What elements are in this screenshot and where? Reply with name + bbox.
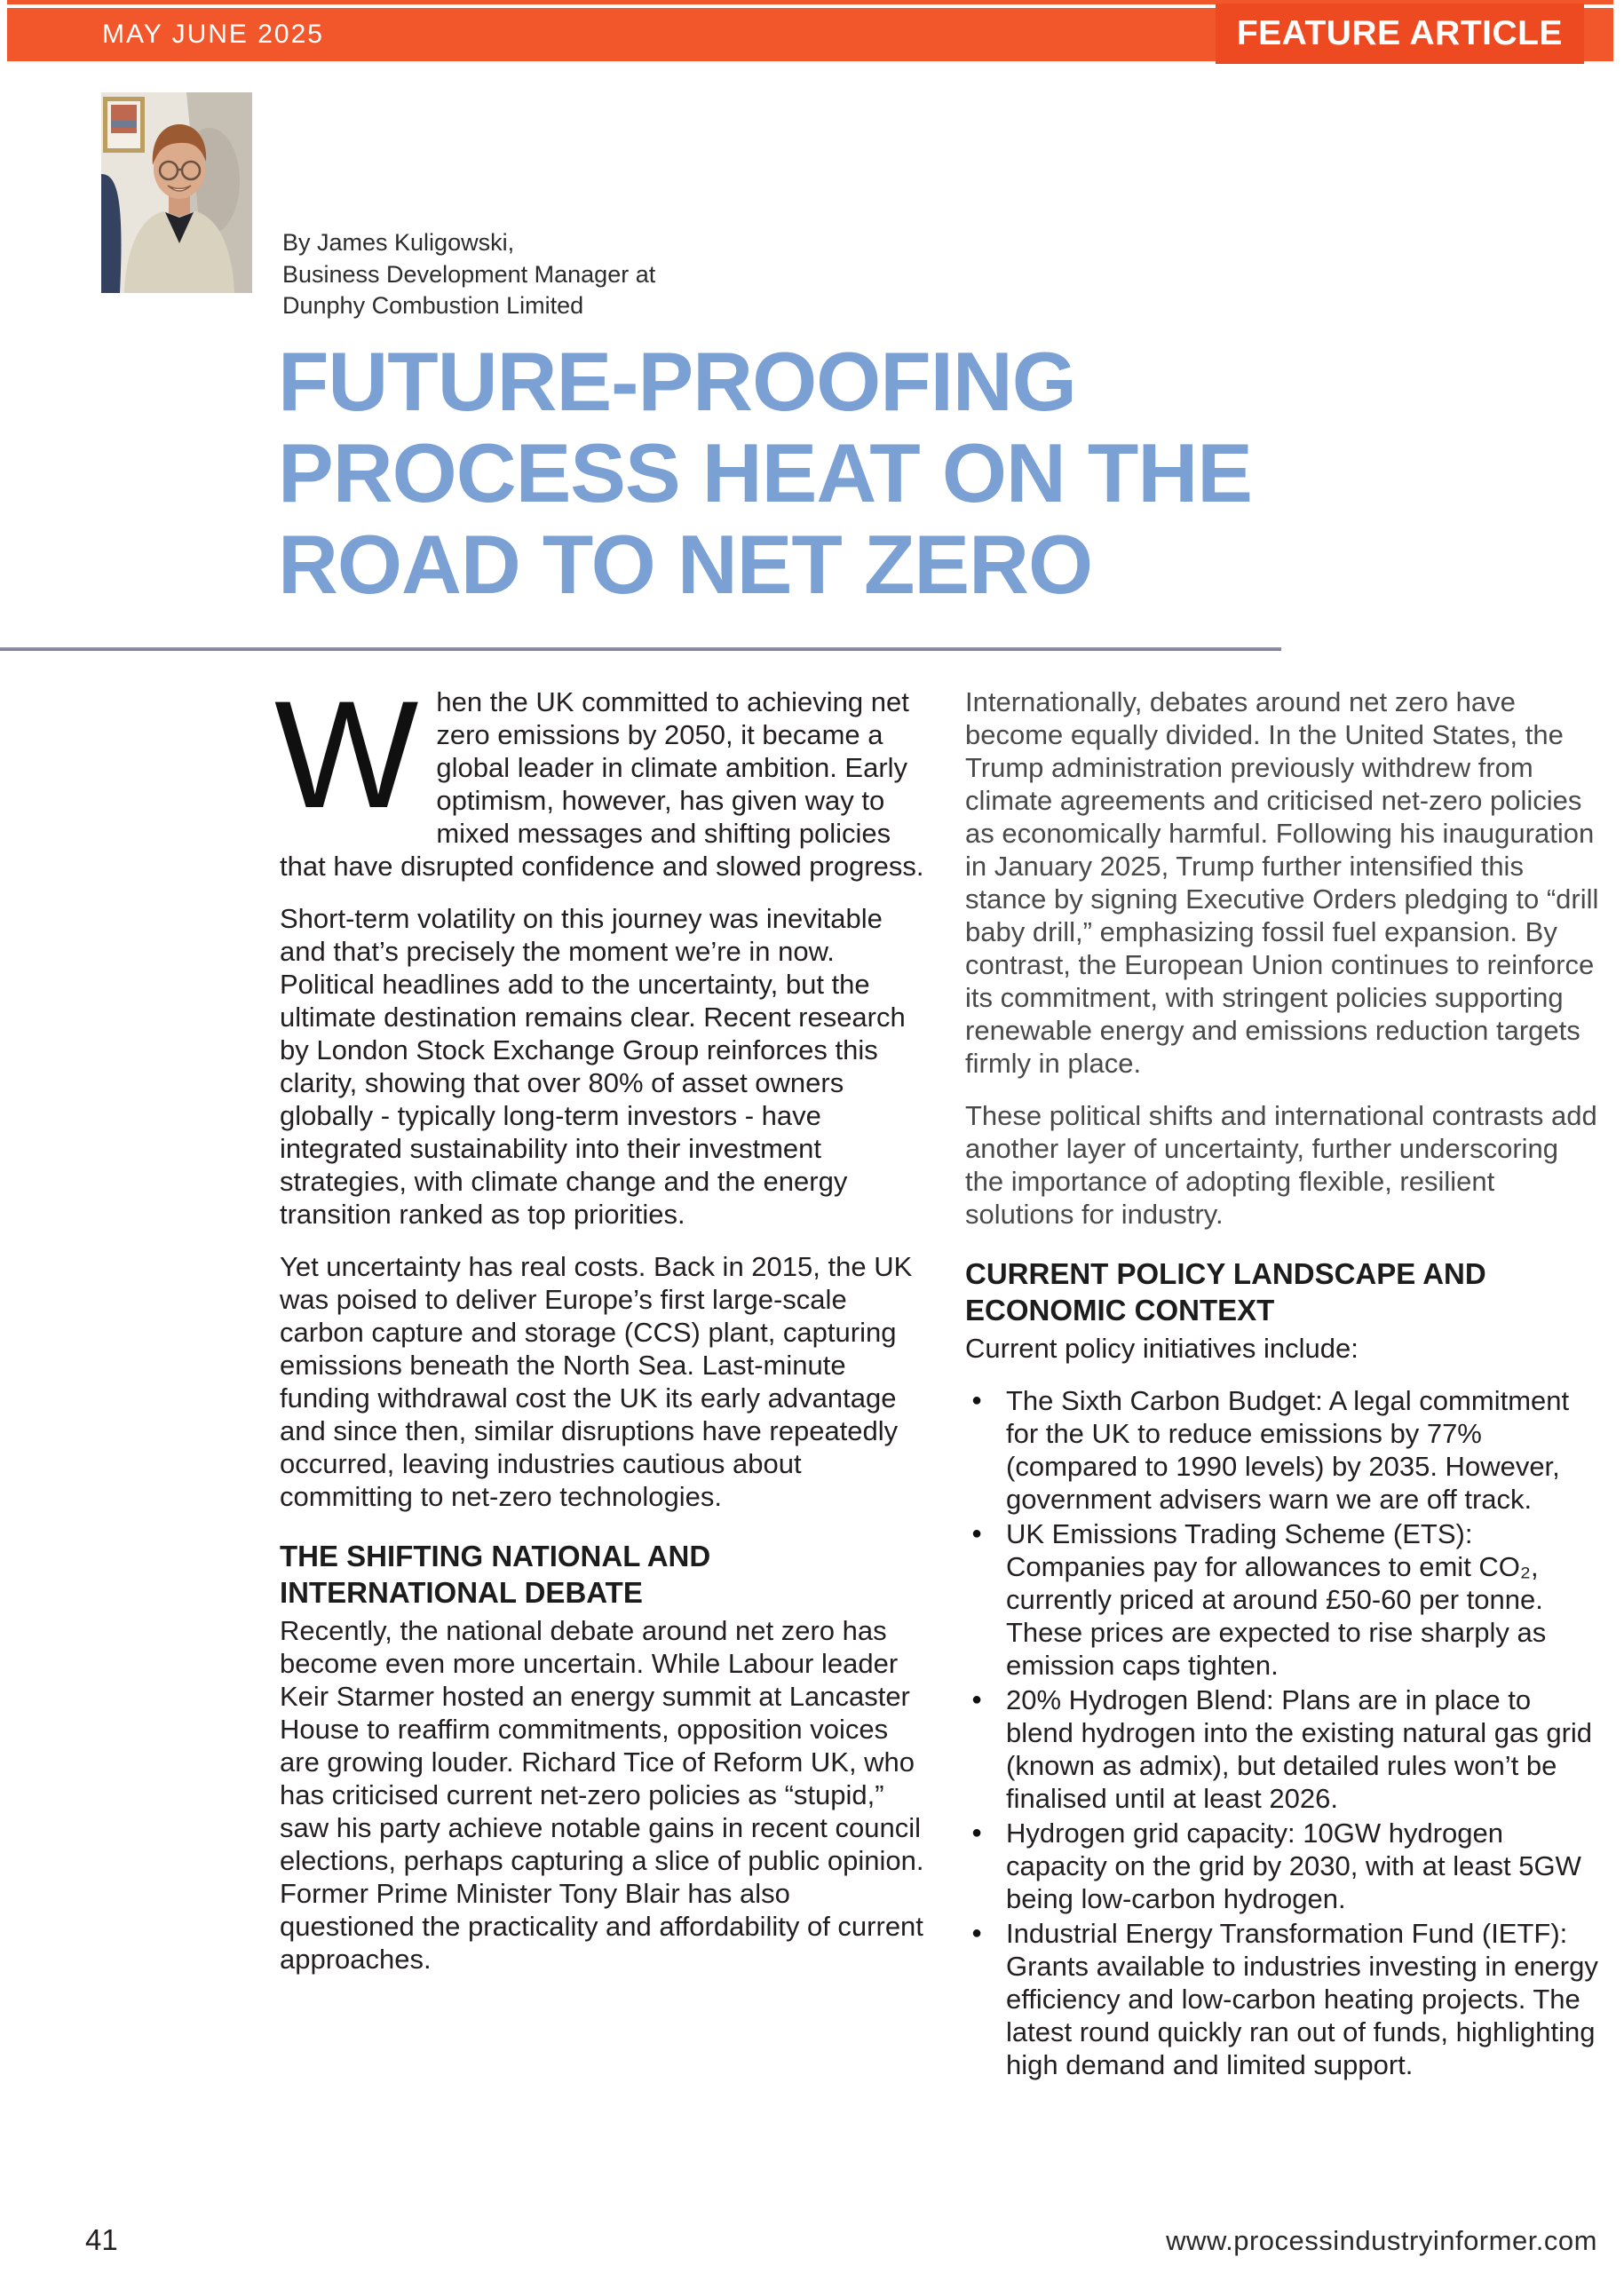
paragraph: These political shifts and international contrasts add another layer of uncertainty, further underscoring the importance of adopting flexible, resilient solutions for industry. <box>965 1100 1597 1230</box>
intro-paragraph <box>274 669 925 883</box>
drop-cap: W <box>274 669 419 840</box>
issue-date: MAY JUNE 2025 <box>102 20 324 49</box>
intro-text: hen the UK committed to achieving net zero emissions by 2050, it became a global leader in climate ambition. Early optimism, however, has given way to mixed messages and shifting policies that have disrupted confidence and slowed progress. <box>280 686 924 882</box>
paragraph: Yet uncertainty has real costs. Back in 2015, the UK was poised to deliver Europe’s first large-scale carbon capture and storage (CCS) plant, capturing emissions beneath the North Sea. Last-minute funding withdrawal cost the UK its early advantage and since then, similar disruptions have repeatedly occurred, leaving industries cautious about committing to net-zero technologies. <box>280 1251 913 1512</box>
feature-article-badge <box>1216 4 1584 64</box>
title-divider-rule <box>0 647 1281 651</box>
author-portrait-illustration <box>101 92 252 293</box>
section-heading-national-debate: THE SHIFTING NATIONAL AND INTERNATIONAL DEBATE <box>280 1540 711 1609</box>
left-column <box>274 669 925 1995</box>
list-item: ● Industrial Energy Transformation Fund (IETF): Grants available to industries investing in energy efficiency and low-carbon heating projects. The latest round quickly ran out of funds, highlighting high demand and limited support. <box>965 1917 1601 2081</box>
byline-author: By James Kuligowski, <box>282 229 515 256</box>
section-heading-policy-landscape: CURRENT POLICY LANDSCAPE AND ECONOMIC CONTEXT <box>965 1257 1486 1327</box>
list-item: ● Hydrogen grid capacity: 10GW hydrogen capacity on the grid by 2030, with at least 5GW being low-carbon hydrogen. <box>965 1817 1601 1915</box>
paragraph: Internationally, debates around net zero have become equally divided. In the United States, the Trump administration previously withdrew from climate agreements and criticised net-zero policies as economically harmful. Following his inauguration in January 2025, Trump further intensified this stance by signing Executive Orders pledging to “drill baby drill,” emphasizing fossil fuel expansion. By contrast, the European Union continues to reinforce its commitment, with stringent policies supporting renewable energy and emissions reduction targets firmly in place. <box>965 686 1599 1079</box>
paragraph: Recently, the national debate around net zero has become even more uncertain. While Labour leader Keir Starmer hosted an energy summit at Lancaster House to reaffirm commitments, opposition voices are growing louder. Richard Tice of Reform UK, who has criticised current net-zero policies as “stupid,” saw his party achieve notable gains in recent council elections, perhaps capturing a slice of public opinion. Former Prime Minister Tony Blair has also questioned the practicality and affordability of current approaches. <box>280 1615 924 1975</box>
title-line-1: FUTURE-PROOFING <box>278 335 1076 428</box>
article-title <box>278 336 1252 610</box>
policy-initiatives-list <box>965 1384 1601 2081</box>
author-photo <box>101 92 252 293</box>
title-line-2: PROCESS HEAT ON THE <box>278 426 1252 519</box>
list-item: ● The Sixth Carbon Budget: A legal commitment for the UK to reduce emissions by 77% (compared to 1990 levels) by 2035. However, government advisers warn we are off track. <box>965 1384 1601 1516</box>
byline-company: Dunphy Combustion Limited <box>282 292 584 320</box>
paragraph: Short-term volatility on this journey was inevitable and that’s precisely the moment we’re in now. Political headlines add to the uncertainty, but the ultimate destination remains clear. Recent research by London Stock Exchange Group reinforces this clarity, showing that over 80% of asset owners globally - typically long-term investors - have integrated sustainability into their investment strategies, with climate change and the energy transition ranked as top priorities. <box>280 903 906 1230</box>
title-line-3: ROAD TO NET ZERO <box>278 518 1093 611</box>
list-item: ● 20% Hydrogen Blend: Plans are in place to blend hydrogen into the existing natural gas grid (known as admix), but detailed rules won’t be finalised until at least 2026. <box>965 1683 1601 1815</box>
feature-article-label: FEATURE ARTICLE <box>1236 14 1563 52</box>
list-item: ● UK Emissions Trading Scheme (ETS): Companies pay for allowances to emit CO₂, currently priced at around £50-60 per tonne. These prices are expected to rise sharply as emission caps tighten. <box>965 1517 1601 1682</box>
right-column <box>965 685 1601 2083</box>
website-url: www.processindustryinformer.com <box>1166 2225 1597 2256</box>
byline <box>282 227 655 322</box>
page-number: 41 <box>85 2223 118 2256</box>
list-intro: Current policy initiatives include: <box>965 1333 1359 1364</box>
byline-role: Business Development Manager at <box>282 260 656 288</box>
